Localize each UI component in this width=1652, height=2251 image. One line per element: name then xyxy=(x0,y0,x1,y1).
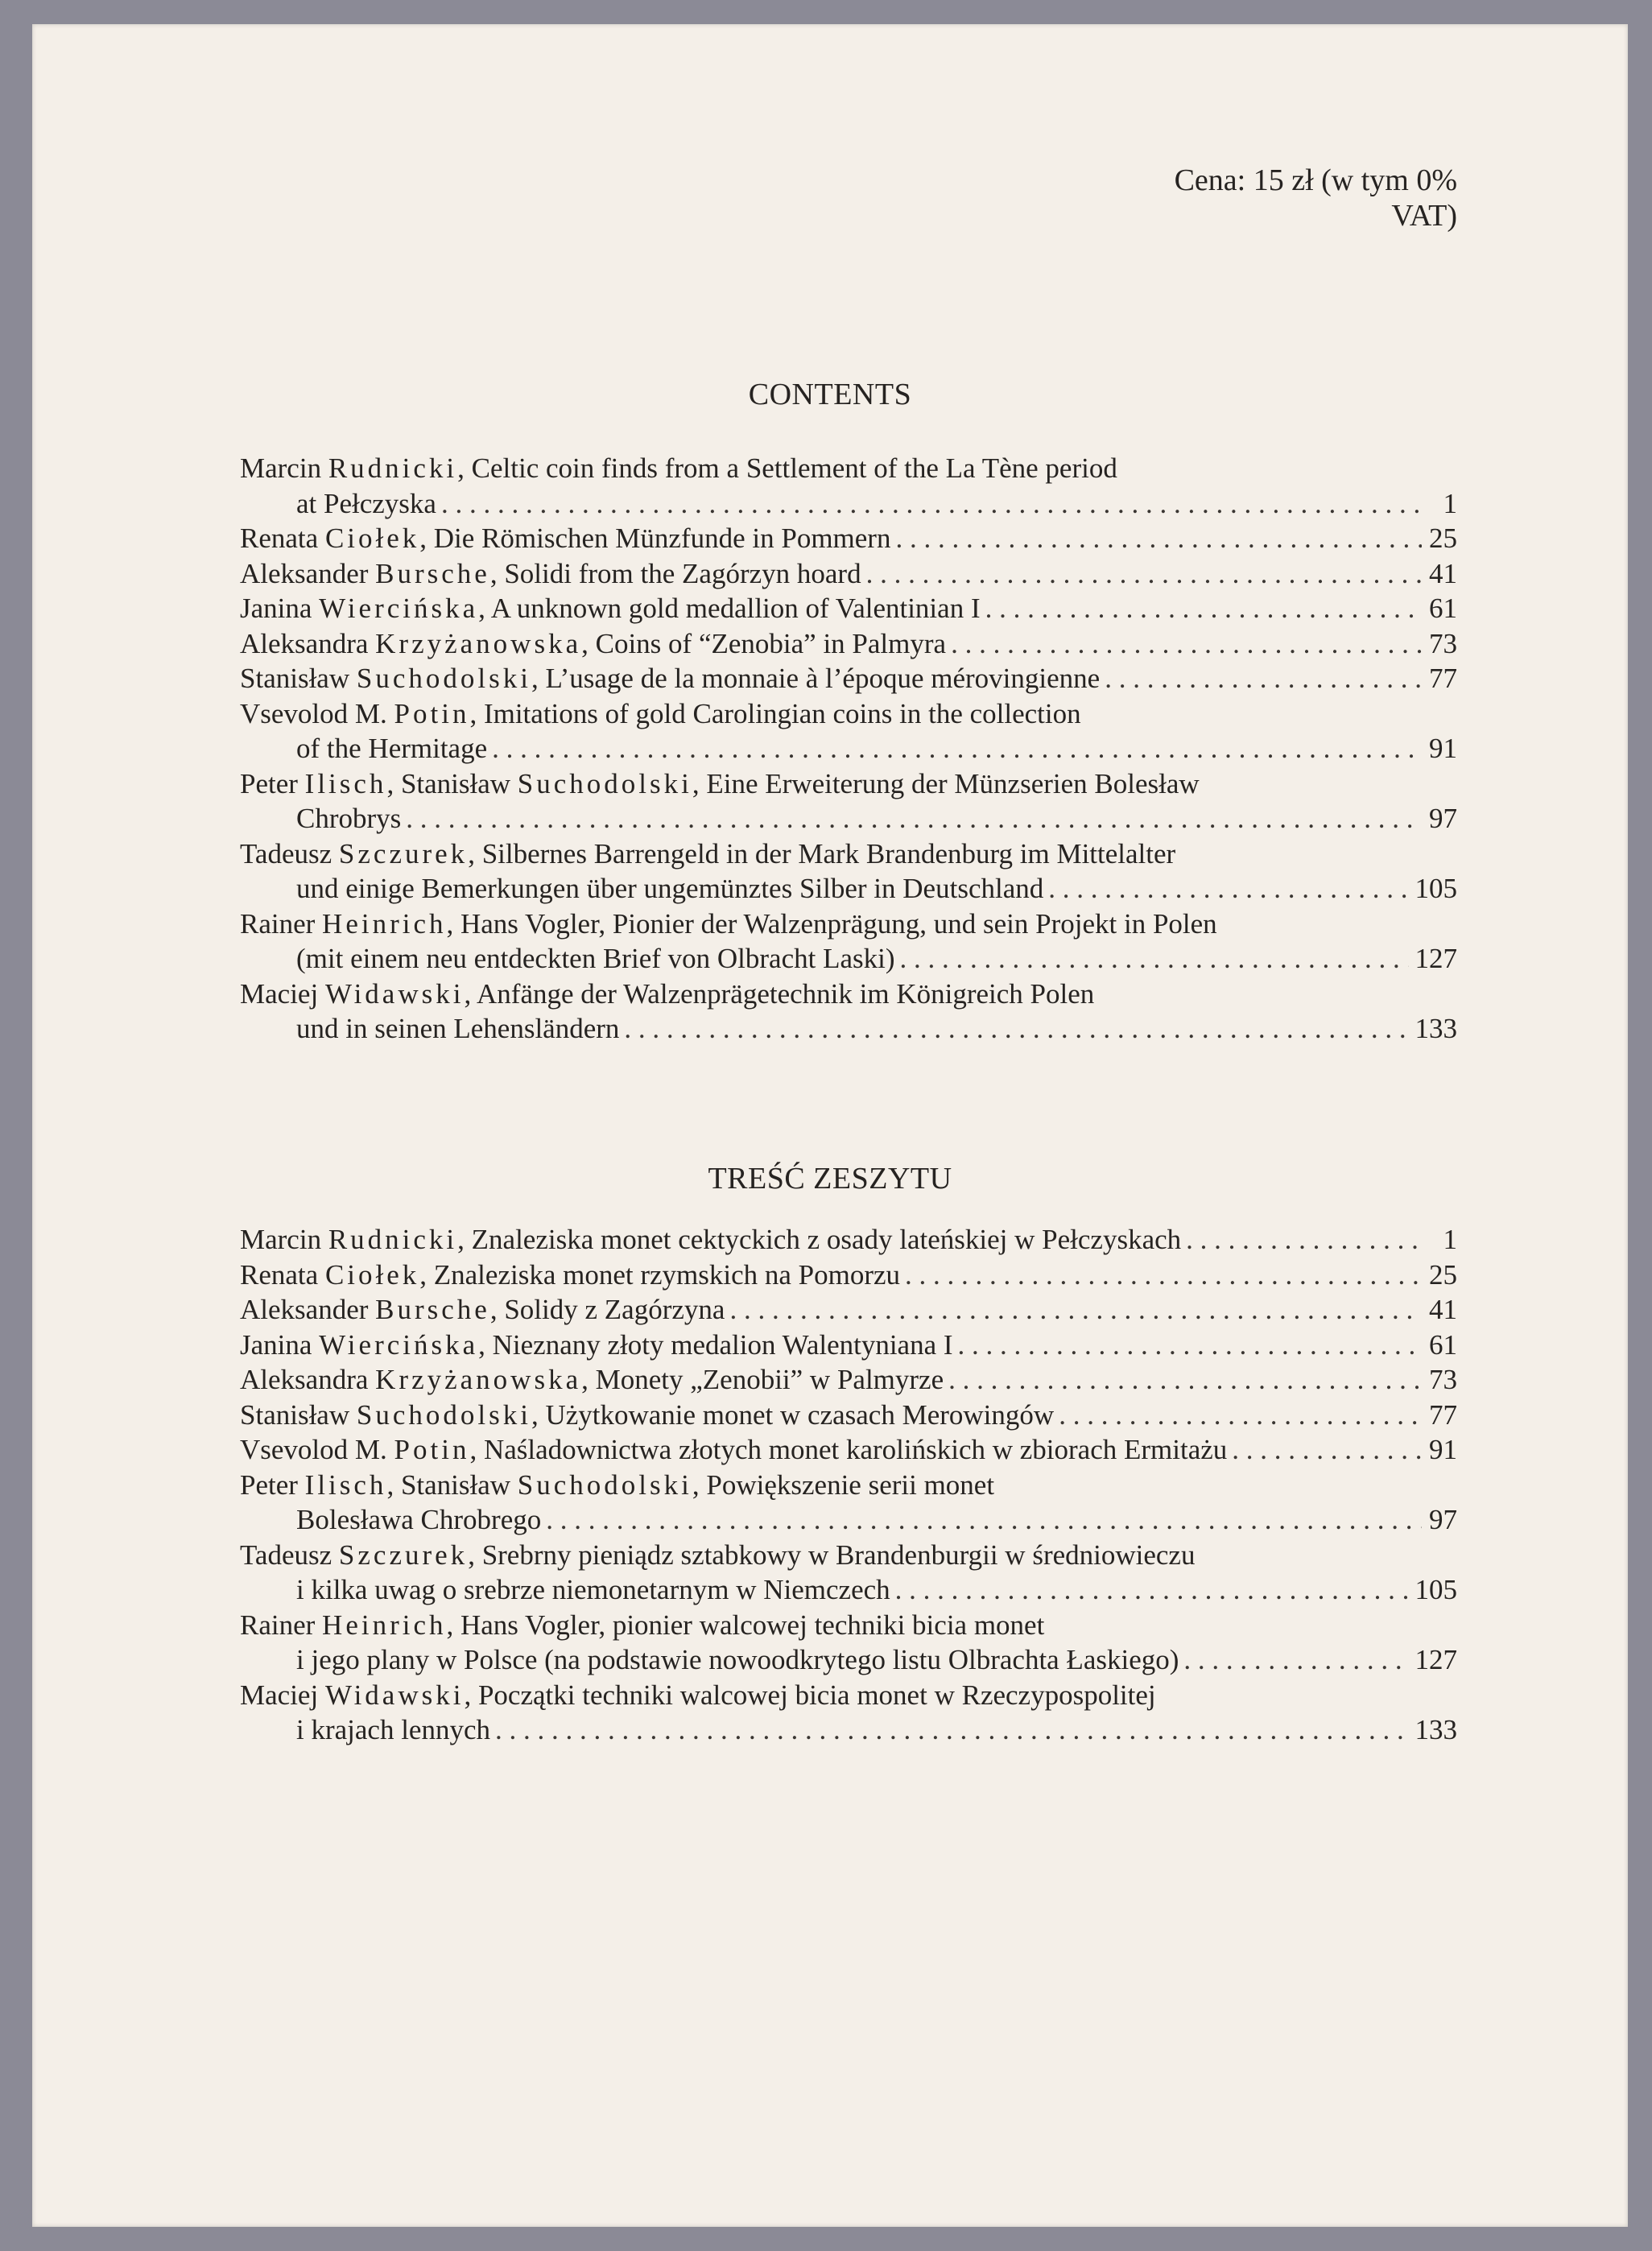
toc-text-fragment: Janina xyxy=(240,1328,320,1361)
toc-entry-line xyxy=(240,941,1457,977)
page-number: 127 xyxy=(1415,943,1457,974)
toc-entry xyxy=(240,1432,1457,1468)
toc-entry xyxy=(240,1328,1457,1363)
toc-text-fragment: Janina xyxy=(240,593,320,624)
dot-leader xyxy=(495,1712,1408,1748)
toc-text-fragment: Aleksandra xyxy=(240,627,376,659)
toc-entry-text xyxy=(240,1258,900,1293)
page-number: 41 xyxy=(1429,557,1457,589)
toc-entry-text xyxy=(296,1712,490,1748)
dot-leader xyxy=(1048,871,1408,907)
toc-entry-text xyxy=(296,486,436,522)
toc-entry-line xyxy=(240,801,1457,836)
toc-text-fragment: Tadeusz xyxy=(240,837,339,869)
author-surname: Rudnicki xyxy=(328,452,458,484)
toc-text-fragment: und einige Bemerkungen über ungemünztes Silber in Deutschland xyxy=(296,873,1044,904)
toc-text-fragment: , Znaleziska monet cektyckich z osady lateńskiej w Pełczyskach xyxy=(457,1224,1182,1255)
toc-entry xyxy=(240,1468,1457,1538)
page-number: 25 xyxy=(1429,1258,1457,1291)
toc-text-fragment: , Hans Vogler, pionier walcowej techniki bicia monet xyxy=(446,1609,1045,1641)
dot-leader xyxy=(1186,1222,1422,1258)
author-surname: Ilisch xyxy=(304,1468,387,1501)
toc-entry-text xyxy=(240,661,1100,696)
dot-leader xyxy=(1105,661,1422,696)
toc-text-fragment: , Stanisław xyxy=(386,1468,518,1501)
toc-entry xyxy=(240,556,1457,592)
toc-text-fragment: at Pełczyska xyxy=(296,487,436,519)
dot-leader xyxy=(1059,1398,1422,1433)
toc-entry xyxy=(240,766,1457,836)
toc-text-fragment: , Solidy z Zagórzyna xyxy=(489,1294,725,1325)
author-surname: Widawski xyxy=(324,977,465,1010)
page-number: 105 xyxy=(1415,873,1457,904)
toc-text-fragment: , Coins of “Zenobia” in Palmyra xyxy=(581,627,947,659)
toc-entry-line xyxy=(240,1432,1457,1468)
toc-entry-text xyxy=(240,907,1217,942)
author-surname: Krzyżanowska xyxy=(375,1364,582,1395)
toc-entry-line xyxy=(240,1011,1457,1047)
toc-text-fragment: , Imitations of gold Carolingian coins in the collection xyxy=(469,697,1081,729)
author-surname: Ciołek xyxy=(324,1258,420,1291)
toc-entry-text xyxy=(240,1432,1227,1468)
toc-entry-text xyxy=(240,977,1094,1012)
toc-entry-line xyxy=(240,1502,1457,1538)
contents-list xyxy=(240,451,1457,1047)
toc-text-fragment: , Naśladownictwa złotych monet karolińskich w zbiorach Ermitażu xyxy=(469,1434,1228,1465)
page-number: 91 xyxy=(1429,1434,1457,1465)
toc-text-fragment: i kilka uwag o srebrze niemonetarnym w Niemczech xyxy=(296,1574,890,1605)
toc-entry-text xyxy=(296,801,401,836)
toc-entry-line xyxy=(240,871,1457,907)
dot-leader xyxy=(895,521,1422,556)
toc-entry-line xyxy=(240,626,1457,662)
toc-text-fragment: , A unknown gold medallion of Valentinian I xyxy=(478,593,981,624)
toc-entry-text xyxy=(240,626,946,662)
toc-entry-text xyxy=(296,731,487,766)
page-number: 97 xyxy=(1429,803,1457,834)
toc-entry-text xyxy=(240,696,1081,732)
page-number: 1 xyxy=(1443,1224,1457,1255)
toc-entry-line xyxy=(240,1608,1457,1643)
toc-entry-line xyxy=(240,1362,1457,1398)
dot-leader xyxy=(729,1292,1422,1328)
author-surname: Krzyżanowska xyxy=(375,627,582,659)
author-surname: Suchodolski xyxy=(517,767,692,799)
toc-entry-line xyxy=(240,486,1457,522)
toc-text-fragment: , Monety „Zenobii” w Palmyrze xyxy=(581,1364,944,1395)
toc-text-fragment: , Celtic coin finds from a Settlement of the La Tène period xyxy=(457,452,1117,484)
toc-entry xyxy=(240,836,1457,907)
page-number: 41 xyxy=(1429,1294,1457,1325)
toc-text-fragment: of the Hermitage xyxy=(296,733,488,764)
page-number: 25 xyxy=(1429,522,1457,554)
page-number: 61 xyxy=(1429,593,1457,624)
page-number: 91 xyxy=(1429,733,1457,764)
toc-entry xyxy=(240,1292,1457,1328)
toc-entry-text xyxy=(240,836,1175,872)
toc-text-fragment: (mit einem neu entdeckten Brief von Olbracht Laski) xyxy=(296,943,895,974)
page-number: 73 xyxy=(1429,1364,1457,1395)
toc-text-fragment: , L’usage de la monnaie à l’époque mérovingienne xyxy=(531,663,1101,694)
author-surname: Bursche xyxy=(375,1294,490,1325)
toc-text-fragment: , Silbernes Barrengeld in der Mark Brandenburg im Mittelalter xyxy=(468,837,1176,869)
author-surname: Suchodolski xyxy=(356,663,531,694)
toc-entry-text xyxy=(240,1678,1156,1713)
toc-entry-line xyxy=(240,556,1457,592)
toc-text-fragment: i krajach lennych xyxy=(296,1714,491,1745)
toc-text-fragment: , Powiększenie serii monet xyxy=(692,1468,995,1501)
toc-text-fragment: , Anfänge der Walzenprägetechnik im Königreich Polen xyxy=(464,977,1095,1010)
toc-entry xyxy=(240,1608,1457,1678)
toc-text-fragment: Rainer xyxy=(240,1609,323,1641)
toc-text-fragment: Bolesława Chrobrego xyxy=(296,1504,542,1535)
toc-entry-line xyxy=(240,1642,1457,1678)
toc-entry-line xyxy=(240,1468,1457,1503)
page-number: 127 xyxy=(1415,1644,1457,1675)
toc-entry-text xyxy=(240,1328,953,1363)
dot-leader xyxy=(985,591,1422,626)
toc-entry-line xyxy=(240,1328,1457,1363)
toc-entry xyxy=(240,696,1457,766)
author-surname: Heinrich xyxy=(322,907,447,940)
toc-text-fragment: , Eine Erweiterung der Münzserien Bolesław xyxy=(692,767,1200,799)
dot-leader xyxy=(900,941,1409,977)
toc-text-fragment: Maciej xyxy=(240,977,325,1010)
toc-entry xyxy=(240,977,1457,1047)
dot-leader xyxy=(546,1502,1422,1538)
dot-leader xyxy=(1232,1432,1422,1468)
toc-entry-text xyxy=(240,591,981,626)
toc-entry-line xyxy=(240,1572,1457,1608)
toc-entry xyxy=(240,1222,1457,1258)
toc-entry xyxy=(240,1362,1457,1398)
toc-entry-text xyxy=(296,1011,619,1047)
page-number: 61 xyxy=(1429,1328,1457,1361)
author-surname: Potin xyxy=(394,1434,470,1465)
dot-leader xyxy=(866,556,1422,592)
toc-entry-line xyxy=(240,1222,1457,1258)
toc-entry-text xyxy=(240,1362,944,1398)
toc-text-fragment: , Srebrny pieniądz sztabkowy w Brandenburgii w średniowieczu xyxy=(468,1539,1196,1571)
page-number: 1 xyxy=(1443,487,1457,519)
author-surname: Potin xyxy=(394,697,470,729)
toc-text-fragment: i jego plany w Polsce (na podstawie nowoodkrytego listu Olbrachta Łaskiego) xyxy=(296,1644,1179,1675)
toc-text-fragment: Maciej xyxy=(240,1679,325,1711)
toc-text-fragment: Aleksandra xyxy=(240,1364,376,1395)
toc-entry-text xyxy=(240,1398,1054,1433)
dot-leader xyxy=(895,1572,1409,1608)
page-number: 73 xyxy=(1429,627,1457,659)
dot-leader xyxy=(1183,1642,1408,1678)
toc-entry xyxy=(240,591,1457,626)
toc-entry-text xyxy=(240,1538,1195,1573)
page-number: 133 xyxy=(1415,1714,1457,1745)
author-surname: Suchodolski xyxy=(517,1468,692,1501)
toc-entry xyxy=(240,661,1457,696)
toc-entry-line xyxy=(240,907,1457,942)
toc-text-fragment: , Stanisław xyxy=(386,767,518,799)
toc-entry-text xyxy=(240,521,890,556)
toc-entry xyxy=(240,1258,1457,1293)
toc-entry-line xyxy=(240,451,1457,486)
toc-entry-text xyxy=(296,871,1043,907)
toc-entry-line xyxy=(240,661,1457,696)
toc-entry xyxy=(240,1678,1457,1748)
toc-entry-line xyxy=(240,731,1457,766)
author-surname: Ilisch xyxy=(304,767,387,799)
dot-leader xyxy=(948,1362,1422,1398)
toc-text-fragment: Aleksander xyxy=(240,1294,376,1325)
toc-entry-text xyxy=(240,1608,1044,1643)
toc-entry-text xyxy=(240,451,1117,486)
toc-entry-text xyxy=(296,1572,890,1608)
toc-text-fragment: Rainer xyxy=(240,907,323,940)
dot-leader xyxy=(958,1328,1422,1363)
toc-entry-text xyxy=(240,556,861,592)
toc-entry-line xyxy=(240,521,1457,556)
toc-entry xyxy=(240,907,1457,977)
toc-entry-text xyxy=(296,1642,1179,1678)
toc-text-fragment: und in seinen Lehensländern xyxy=(296,1013,620,1044)
toc-entry-text xyxy=(296,941,895,977)
toc-entry-line xyxy=(240,1712,1457,1748)
contents-heading: CONTENTS xyxy=(748,378,912,411)
toc-entry-line xyxy=(240,1538,1457,1573)
toc-entry xyxy=(240,521,1457,556)
toc-text-fragment: Aleksander xyxy=(240,557,376,589)
toc-text-fragment: , Solidi from the Zagórzyn hoard xyxy=(489,557,861,589)
toc-text-fragment: Marcin xyxy=(240,1224,328,1255)
toc-text-fragment: , Użytkowanie monet w czasach Merowingów xyxy=(531,1398,1055,1431)
back-cover-page xyxy=(32,24,1628,2227)
toc-text-fragment: Renata xyxy=(240,1258,325,1291)
toc-entry xyxy=(240,626,1457,662)
toc-entry-line xyxy=(240,977,1457,1012)
toc-entry-line xyxy=(240,591,1457,626)
author-surname: Widawski xyxy=(324,1679,465,1711)
toc-entry xyxy=(240,1398,1457,1433)
toc-entry-line xyxy=(240,1678,1457,1713)
toc-text-fragment: Renata xyxy=(240,522,325,554)
toc-entry-text xyxy=(240,766,1200,802)
tresc-zeszytu-list xyxy=(240,1222,1457,1748)
toc-entry-line xyxy=(240,1258,1457,1293)
page-number: 77 xyxy=(1429,663,1457,694)
toc-text-fragment: Stanisław xyxy=(240,1398,357,1431)
toc-entry-line xyxy=(240,836,1457,872)
dot-leader xyxy=(406,801,1422,836)
toc-text-fragment: Peter xyxy=(240,767,305,799)
toc-text-fragment: Chrobrys xyxy=(296,803,402,834)
toc-entry-text xyxy=(240,1292,725,1328)
toc-text-fragment: , Die Römischen Münzfunde in Pommern xyxy=(419,522,891,554)
page-number: 97 xyxy=(1429,1504,1457,1535)
page-number: 133 xyxy=(1415,1013,1457,1044)
toc-entry-line xyxy=(240,1398,1457,1433)
author-surname: Suchodolski xyxy=(356,1398,531,1431)
toc-text-fragment: , Początki techniki walcowej bicia monet w Rzeczypospolitej xyxy=(464,1679,1156,1711)
toc-entry-line xyxy=(240,1292,1457,1328)
dot-leader xyxy=(624,1011,1408,1047)
toc-text-fragment: , Znaleziska monet rzymskich na Pomorzu xyxy=(419,1258,901,1291)
toc-entry xyxy=(240,1538,1457,1608)
toc-text-fragment: Vsevolod M. xyxy=(240,1434,394,1465)
page-number: 77 xyxy=(1429,1398,1457,1431)
toc-entry-text xyxy=(240,1222,1181,1258)
dot-leader xyxy=(441,486,1422,522)
author-surname: Wiercińska xyxy=(319,1328,479,1361)
price-label: Cena: 15 zł (w tym 0% VAT) xyxy=(1174,163,1457,233)
toc-entry-text xyxy=(296,1502,541,1538)
toc-entry-text xyxy=(240,1468,994,1503)
toc-text-fragment: Tadeusz xyxy=(240,1539,339,1571)
toc-entry xyxy=(240,451,1457,521)
toc-text-fragment: , Nieznany złoty medalion Walentyniana I xyxy=(478,1328,953,1361)
page-number: 105 xyxy=(1415,1574,1457,1605)
toc-text-fragment: Peter xyxy=(240,1468,305,1501)
author-surname: Bursche xyxy=(375,557,490,589)
author-surname: Wiercińska xyxy=(319,593,479,624)
tresc-zeszytu-heading: TREŚĆ ZESZYTU xyxy=(708,1162,952,1196)
toc-text-fragment: , Hans Vogler, Pionier der Walzenprägung, und sein Projekt in Polen xyxy=(446,907,1217,940)
author-surname: Szczurek xyxy=(338,837,469,869)
toc-entry-line xyxy=(240,696,1457,732)
author-surname: Szczurek xyxy=(338,1539,469,1571)
dot-leader xyxy=(905,1258,1422,1293)
author-surname: Rudnicki xyxy=(328,1224,458,1255)
author-surname: Ciołek xyxy=(324,522,420,554)
toc-text-fragment: Vsevolod M. xyxy=(240,697,394,729)
toc-entry-line xyxy=(240,766,1457,802)
dot-leader xyxy=(951,626,1422,662)
toc-text-fragment: Marcin xyxy=(240,452,328,484)
toc-text-fragment: Stanisław xyxy=(240,663,357,694)
dot-leader xyxy=(492,731,1422,766)
author-surname: Heinrich xyxy=(322,1609,447,1641)
